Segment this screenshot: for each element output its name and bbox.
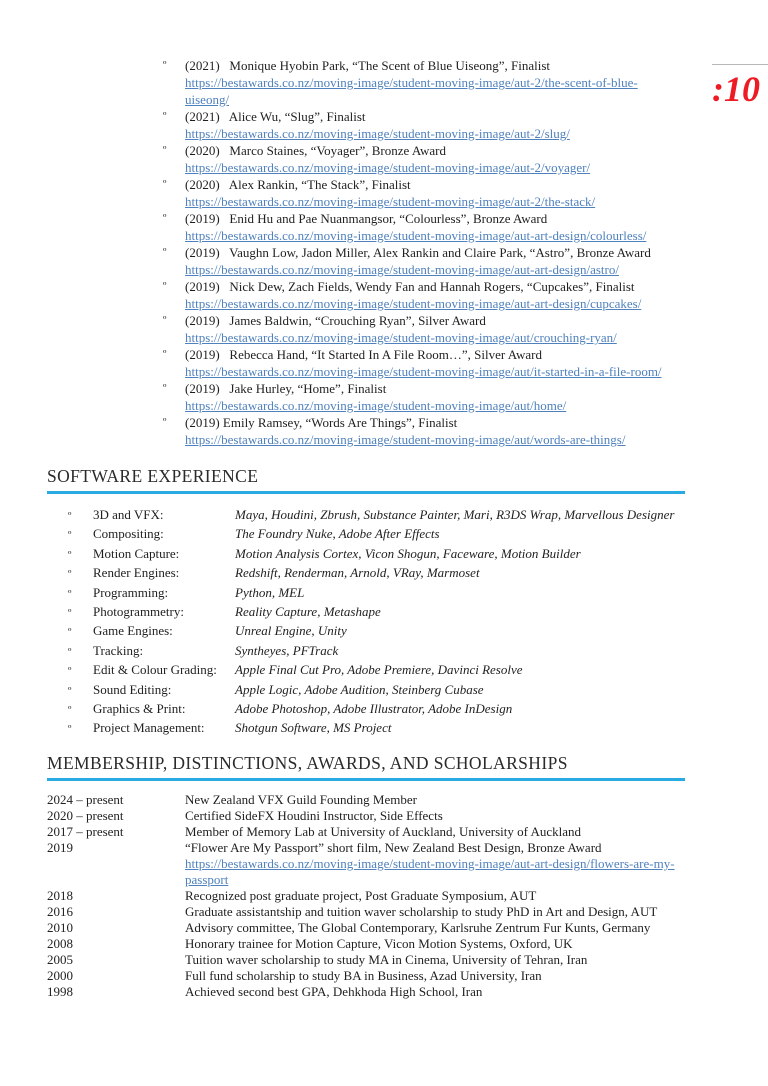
membership-year: 1998 [47, 984, 73, 999]
url-line[interactable]: https://bestawards.co.nz/moving-image/student-moving-image/aut-art-design/cupcakes/ [185, 296, 642, 311]
membership-year: 2000 [47, 968, 73, 983]
software-category-label: Tracking: [93, 642, 144, 658]
membership-description-text: New Zealand VFX Guild Founding Member [185, 792, 417, 807]
membership-section-title: MEMBERSHIP, DISTINCTIONS, AWARDS, AND SCHOLARSHIPS [47, 753, 568, 773]
software-section-rule [47, 491, 685, 494]
award-item [162, 312, 728, 346]
membership-description [185, 792, 728, 808]
software-tools-value: Unreal Engine, Unity [235, 623, 347, 639]
award-item [162, 346, 728, 380]
bullet-icon: º [163, 416, 167, 428]
software-section-title: SOFTWARE EXPERIENCE [47, 466, 259, 486]
membership-description-text: Graduate assistantship and tuition waver scholarship to study PhD in Art and Design, AUT [185, 904, 658, 919]
membership-row [47, 936, 728, 952]
membership-section [47, 753, 728, 1000]
software-tools-value: Motion Analysis Cortex, Vicon Shogun, Faceware, Motion Builder [235, 545, 581, 561]
annotation-text: :10 [712, 69, 760, 109]
software-category-label: Programming: [93, 584, 169, 600]
award-link[interactable] [185, 193, 728, 210]
software-tools-value: Apple Final Cut Pro, Adobe Premiere, Davinci Resolve [235, 662, 523, 678]
bullet-icon: º [68, 510, 72, 522]
software-category-label: Motion Capture: [93, 545, 180, 561]
software-row [47, 565, 728, 584]
bullet-icon: º [68, 723, 72, 736]
membership-description [185, 824, 728, 840]
membership-description-text: Recognized post graduate project, Post Graduate Symposium, AUT [185, 888, 537, 903]
membership-year: 2018 [47, 888, 73, 903]
membership-description [185, 904, 728, 920]
url-line[interactable]: https://bestawards.co.nz/moving-image/student-moving-image/aut-2/the-scent-of-blue- [185, 75, 638, 90]
software-tools-value: Maya, Houdini, Zbrush, Substance Painter, Mari, R3DS Wrap, Marvellous Designer [235, 507, 675, 522]
awards-list [162, 57, 728, 448]
software-tools-value: Python, MEL [235, 584, 305, 600]
software-tools-value: Apple Logic, Adobe Audition, Steinberg Cubase [235, 681, 484, 697]
membership-row [47, 952, 728, 968]
membership-description [185, 952, 728, 968]
award-entry-text: (2019) Vaughn Low, Jadon Miller, Alex Rankin and Claire Park, “Astro”, Bronze Award [185, 245, 651, 260]
software-tools-value: Reality Capture, Metashape [235, 603, 381, 619]
software-row [47, 720, 728, 739]
url-line[interactable]: https://bestawards.co.nz/moving-image/student-moving-image/aut/home/ [185, 398, 567, 413]
software-row [47, 585, 728, 604]
membership-row [47, 792, 728, 808]
award-entry-text: (2021) Alice Wu, “Slug”, Finalist [185, 109, 366, 124]
award-entry-text: (2019) Emily Ramsey, “Words Are Things”, Finalist [185, 415, 458, 430]
software-row [47, 623, 728, 642]
bullet-icon: º [163, 178, 167, 190]
url-line[interactable]: https://bestawards.co.nz/moving-image/student-moving-image/aut-2/voyager/ [185, 160, 591, 175]
membership-description-text: Advisory committee, The Global Contemporary, Karlsruhe Zentrum Fur Kunts, Germany [185, 920, 651, 935]
software-category-label: Edit & Colour Grading: [93, 662, 217, 678]
bullet-icon: º [68, 587, 72, 600]
award-entry-text: (2019) Enid Hu and Pae Nuanmangsor, “Colourless”, Bronze Award [185, 211, 548, 226]
award-link[interactable] [185, 363, 728, 380]
url-line[interactable]: https://bestawards.co.nz/moving-image/student-moving-image/aut-art-design/colourless/ [185, 228, 647, 243]
membership-description-text: Achieved second best GPA, Dehkhoda High School, Iran [185, 984, 483, 999]
membership-row [47, 888, 728, 904]
award-link[interactable] [185, 295, 728, 312]
membership-year: 2017 – present [47, 824, 124, 839]
software-row [47, 546, 728, 565]
url-line[interactable]: https://bestawards.co.nz/moving-image/student-moving-image/aut/crouching-ryan/ [185, 330, 617, 345]
software-row [47, 701, 728, 720]
software-row [47, 643, 728, 662]
software-category-label: 3D and VFX: [93, 507, 164, 522]
membership-row [47, 904, 728, 920]
bullet-icon: º [68, 665, 72, 678]
membership-section-rule [47, 778, 685, 781]
membership-row [47, 920, 728, 936]
url-line[interactable]: uiseong/ [185, 92, 230, 107]
bullet-icon: º [68, 684, 72, 697]
membership-row [47, 968, 728, 984]
software-section [47, 466, 728, 740]
bullet-icon: º [68, 703, 72, 716]
membership-description-text: Honorary trainee for Motion Capture, Vicon Motion Systems, Oxford, UK [185, 936, 573, 951]
bullet-icon: º [68, 626, 72, 639]
award-entry-text: (2020) Alex Rankin, “The Stack”, Finalist [185, 177, 411, 192]
software-category-label: Game Engines: [93, 623, 173, 639]
award-item [162, 380, 728, 414]
software-category-label: Graphics & Print: [93, 700, 186, 716]
award-item [162, 210, 728, 244]
award-item [162, 244, 728, 278]
software-category-label: Photogrammetry: [93, 603, 184, 619]
bullet-icon: º [163, 280, 167, 292]
membership-description [185, 840, 728, 888]
software-category-label: Sound Editing: [93, 681, 172, 697]
award-item [162, 108, 728, 142]
membership-year: 2008 [47, 936, 73, 951]
award-entry-text: (2021) Monique Hyobin Park, “The Scent of Blue Uiseong”, Finalist [185, 58, 551, 73]
software-tools-value: Redshift, Renderman, Arnold, VRay, Marmoset [235, 565, 480, 581]
membership-description-text: Member of Memory Lab at University of Auckland, University of Auckland [185, 824, 582, 839]
membership-description [185, 984, 728, 1000]
software-tools-value: Syntheyes, PFTrack [235, 642, 339, 658]
membership-year: 2020 – present [47, 808, 124, 823]
award-entry-text: (2019) Rebecca Hand, “It Started In A File Room…”, Silver Award [185, 347, 542, 362]
software-category-label: Compositing: [93, 526, 164, 542]
membership-year: 2005 [47, 952, 73, 967]
award-item [162, 57, 728, 108]
award-link[interactable] [185, 125, 728, 142]
award-entry-text: (2020) Marco Staines, “Voyager”, Bronze Award [185, 143, 447, 158]
award-item [162, 142, 728, 176]
membership-rows [47, 792, 728, 1000]
url-line[interactable]: https://bestawards.co.nz/moving-image/student-moving-image/aut-art-design/astro/ [185, 262, 619, 277]
bullet-icon: º [68, 606, 72, 619]
software-category-label: Project Management: [93, 720, 205, 736]
award-link[interactable] [185, 431, 728, 448]
software-row [47, 604, 728, 623]
membership-year: 2019 [47, 840, 73, 855]
software-row [47, 682, 728, 701]
award-item [162, 176, 728, 210]
award-item [162, 278, 728, 312]
bullet-icon: º [163, 246, 167, 258]
software-row [47, 507, 728, 526]
url-line[interactable]: https://bestawards.co.nz/moving-image/student-moving-image/aut/it-started-in-a-file-room/ [185, 364, 662, 379]
membership-description-text: “Flower Are My Passport” short film, New Zealand Best Design, Bronze Award [185, 840, 602, 855]
membership-description-text: Tuition waver scholarship to study MA in Cinema, University of Tehran, Iran [185, 952, 588, 967]
software-row [47, 662, 728, 681]
software-rows [47, 507, 728, 740]
url-line[interactable]: https://bestawards.co.nz/moving-image/student-moving-image/aut-2/the-stack/ [185, 194, 596, 209]
bullet-icon: º [68, 548, 72, 561]
bullet-icon: º [163, 314, 167, 326]
software-row [47, 526, 728, 545]
url-line[interactable]: https://bestawards.co.nz/moving-image/student-moving-image/aut-art-design/flowers-are-my- [185, 856, 675, 871]
award-link[interactable] [185, 329, 728, 346]
membership-row [47, 984, 728, 1000]
membership-row [47, 824, 728, 840]
membership-description [185, 808, 728, 824]
url-line[interactable]: https://bestawards.co.nz/moving-image/student-moving-image/aut/words-are-things/ [185, 432, 626, 447]
bullet-icon: º [68, 529, 72, 542]
bullet-icon: º [163, 212, 167, 224]
membership-year: 2016 [47, 904, 73, 919]
award-entry-text: (2019) Jake Hurley, “Home”, Finalist [185, 381, 387, 396]
bullet-icon: º [163, 348, 167, 360]
award-link[interactable] [185, 74, 728, 108]
membership-year: 2024 – present [47, 792, 124, 807]
membership-row [47, 808, 728, 824]
award-entry-text: (2019) James Baldwin, “Crouching Ryan”, Silver Award [185, 313, 486, 328]
award-link[interactable] [185, 227, 728, 244]
bullet-icon: º [163, 59, 167, 71]
url-line[interactable]: passport [185, 872, 229, 887]
award-link[interactable] [185, 159, 728, 176]
membership-description-text: Certified SideFX Houdini Instructor, Side Effects [185, 808, 443, 823]
membership-year: 2010 [47, 920, 73, 935]
membership-link[interactable] [185, 856, 728, 888]
software-tools-value: The Foundry Nuke, Adobe After Effects [235, 526, 440, 542]
award-entry-text: (2019) Nick Dew, Zach Fields, Wendy Fan and Hannah Rogers, “Cupcakes”, Finalist [185, 279, 635, 294]
software-tools-value: Adobe Photoshop, Adobe Illustrator, Adobe InDesign [235, 700, 513, 716]
membership-description [185, 920, 728, 936]
bullet-icon: º [68, 645, 72, 658]
award-item [162, 414, 728, 448]
bullet-icon: º [163, 382, 167, 394]
membership-description [185, 936, 728, 952]
membership-row [47, 840, 728, 888]
software-category-label: Render Engines: [93, 565, 180, 581]
membership-description [185, 888, 728, 904]
software-tools-value: Shotgun Software, MS Project [235, 720, 392, 736]
bullet-icon: º [163, 144, 167, 156]
award-link[interactable] [185, 397, 728, 414]
award-link[interactable] [185, 261, 728, 278]
bullet-icon: º [68, 568, 72, 581]
url-line[interactable]: https://bestawards.co.nz/moving-image/student-moving-image/aut-2/slug/ [185, 126, 570, 141]
membership-description [185, 968, 728, 984]
membership-description-text: Full fund scholarship to study BA in Business, Azad University, Iran [185, 968, 542, 983]
bullet-icon: º [163, 110, 167, 122]
